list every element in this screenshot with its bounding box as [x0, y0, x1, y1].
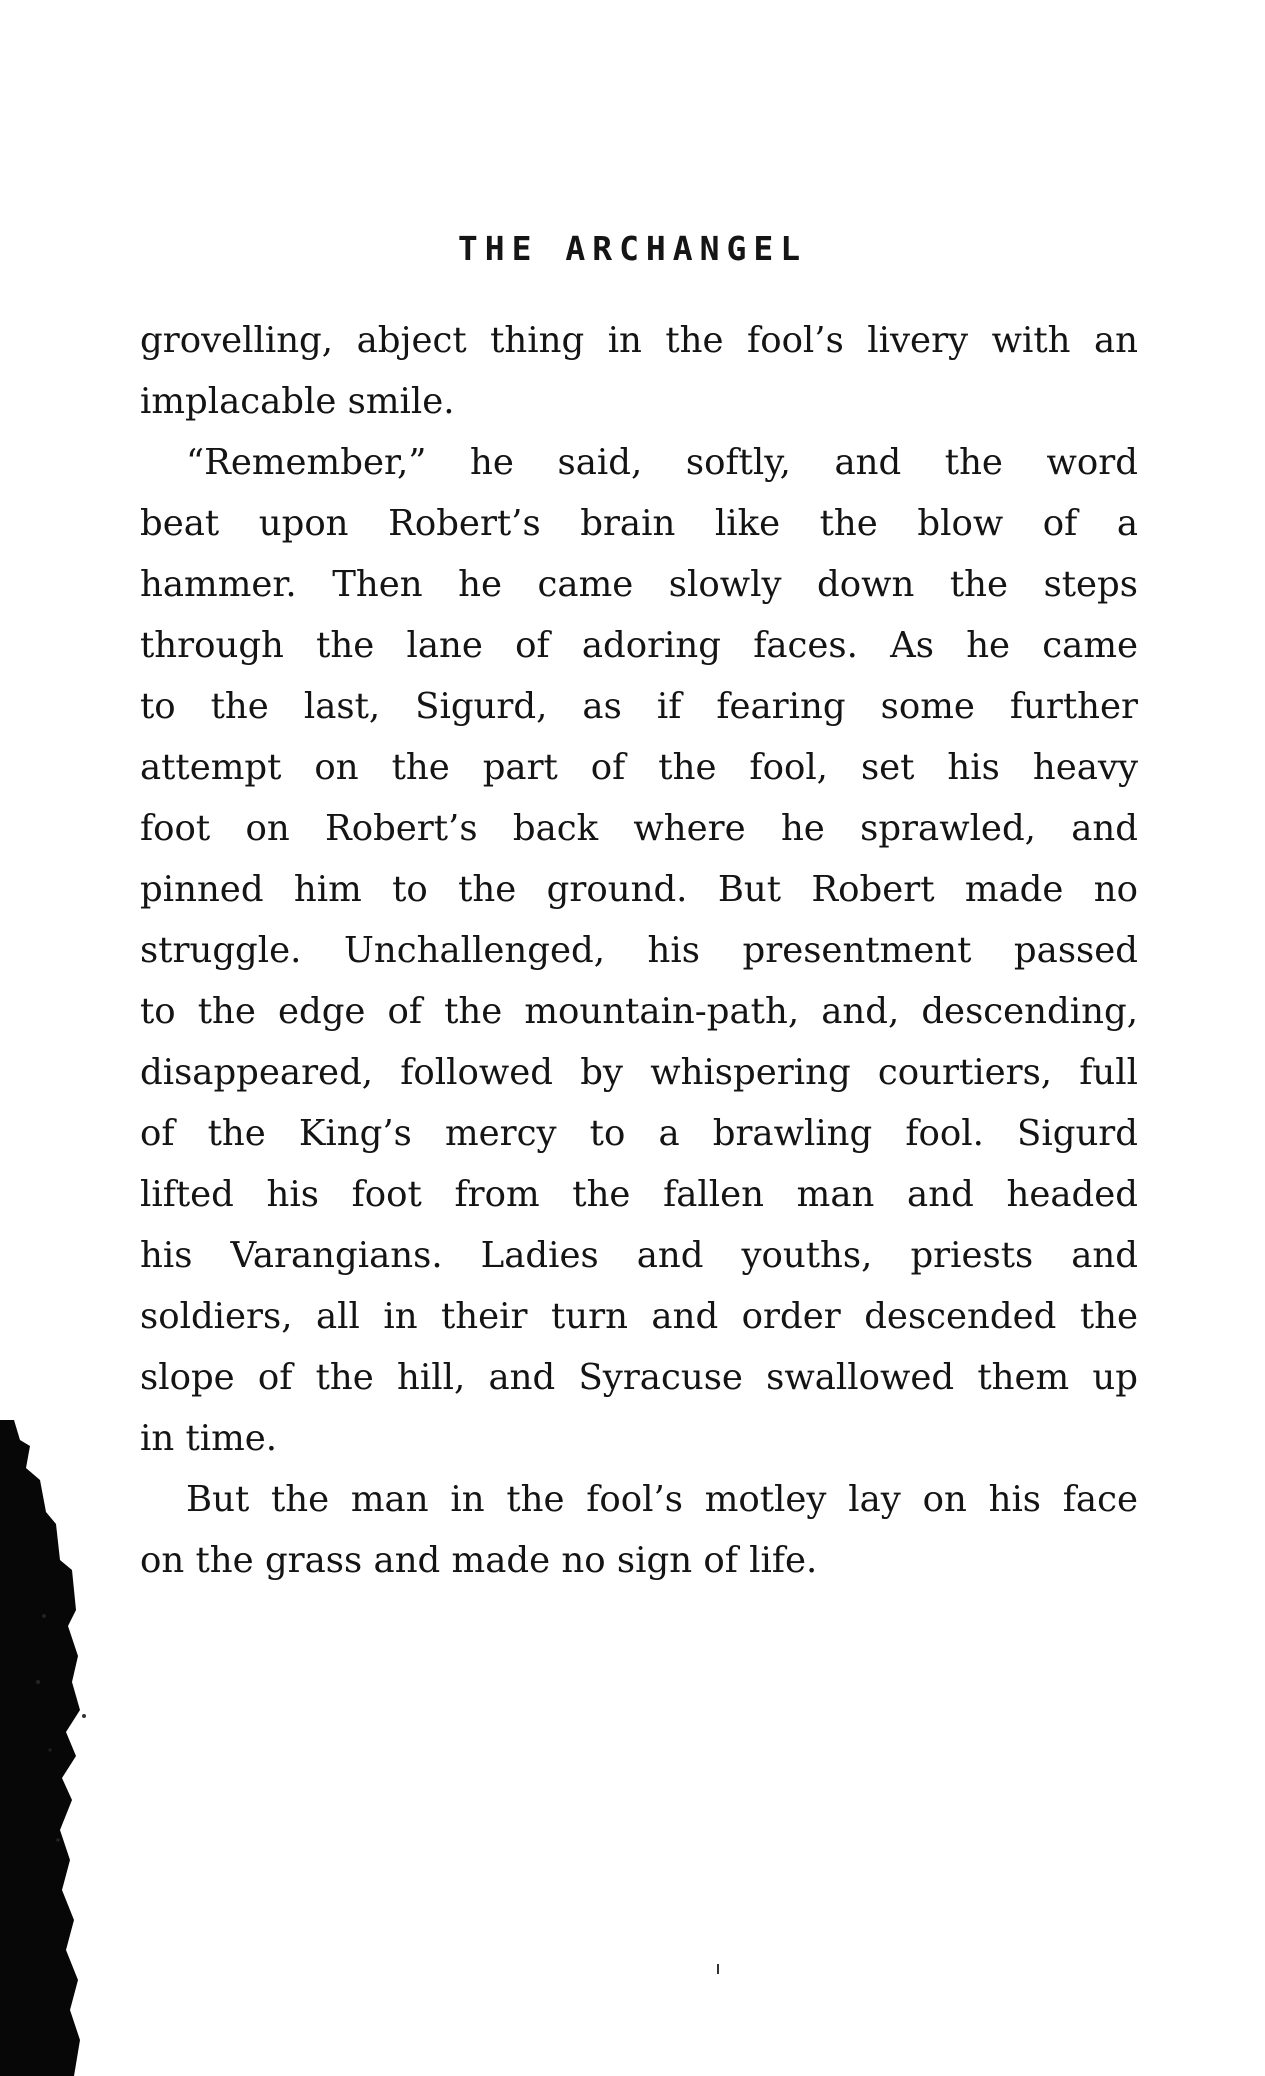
text-line: slope of the hill, and Syracuse swallowed them up	[140, 1357, 1138, 1398]
scan-edge-shadow	[0, 1420, 88, 2076]
print-speck	[715, 1964, 721, 1976]
text-line: attempt on the part of the fool, set his heavy	[140, 747, 1138, 788]
body-text	[140, 310, 1138, 1591]
text-line: hammer. Then he came slowly down the steps	[140, 564, 1138, 605]
text-line: grovelling, abject thing in the fool’s livery with an	[140, 320, 1138, 361]
text-line: soldiers, all in their turn and order descended the	[140, 1296, 1138, 1337]
text-line: to the last, Sigurd, as if fearing some further	[140, 686, 1138, 727]
text-line: his Varangians. Ladies and youths, priests and	[140, 1235, 1138, 1276]
text-line: of the King’s mercy to a brawling fool. Sigurd	[140, 1113, 1138, 1154]
text-line: on the grass and made no sign of life.	[140, 1540, 818, 1581]
text-line: pinned him to the ground. But Robert made no	[140, 869, 1138, 910]
text-line: struggle. Unchallenged, his presentment passed	[140, 930, 1138, 971]
text-line: in time.	[140, 1418, 278, 1459]
running-head: THE ARCHANGEL	[457, 229, 808, 268]
text-line: foot on Robert’s back where he sprawled, and	[140, 808, 1138, 849]
text-line: beat upon Robert’s brain like the blow of a	[140, 503, 1138, 544]
text-line: lifted his foot from the fallen man and headed	[140, 1174, 1138, 1215]
text-line: But the man in the fool’s motley lay on his face	[186, 1479, 1138, 1520]
text-line: disappeared, followed by whispering courtiers, full	[140, 1052, 1138, 1093]
paragraph	[140, 1469, 1138, 1591]
text-line: to the edge of the mountain-path, and, descending,	[140, 991, 1138, 1032]
text-line: “Remember,” he said, softly, and the word	[186, 442, 1138, 483]
paragraph	[140, 432, 1138, 1469]
paragraph	[140, 310, 1138, 432]
text-line: implacable smile.	[140, 381, 455, 422]
text-line: through the lane of adoring faces. As he came	[140, 625, 1138, 666]
